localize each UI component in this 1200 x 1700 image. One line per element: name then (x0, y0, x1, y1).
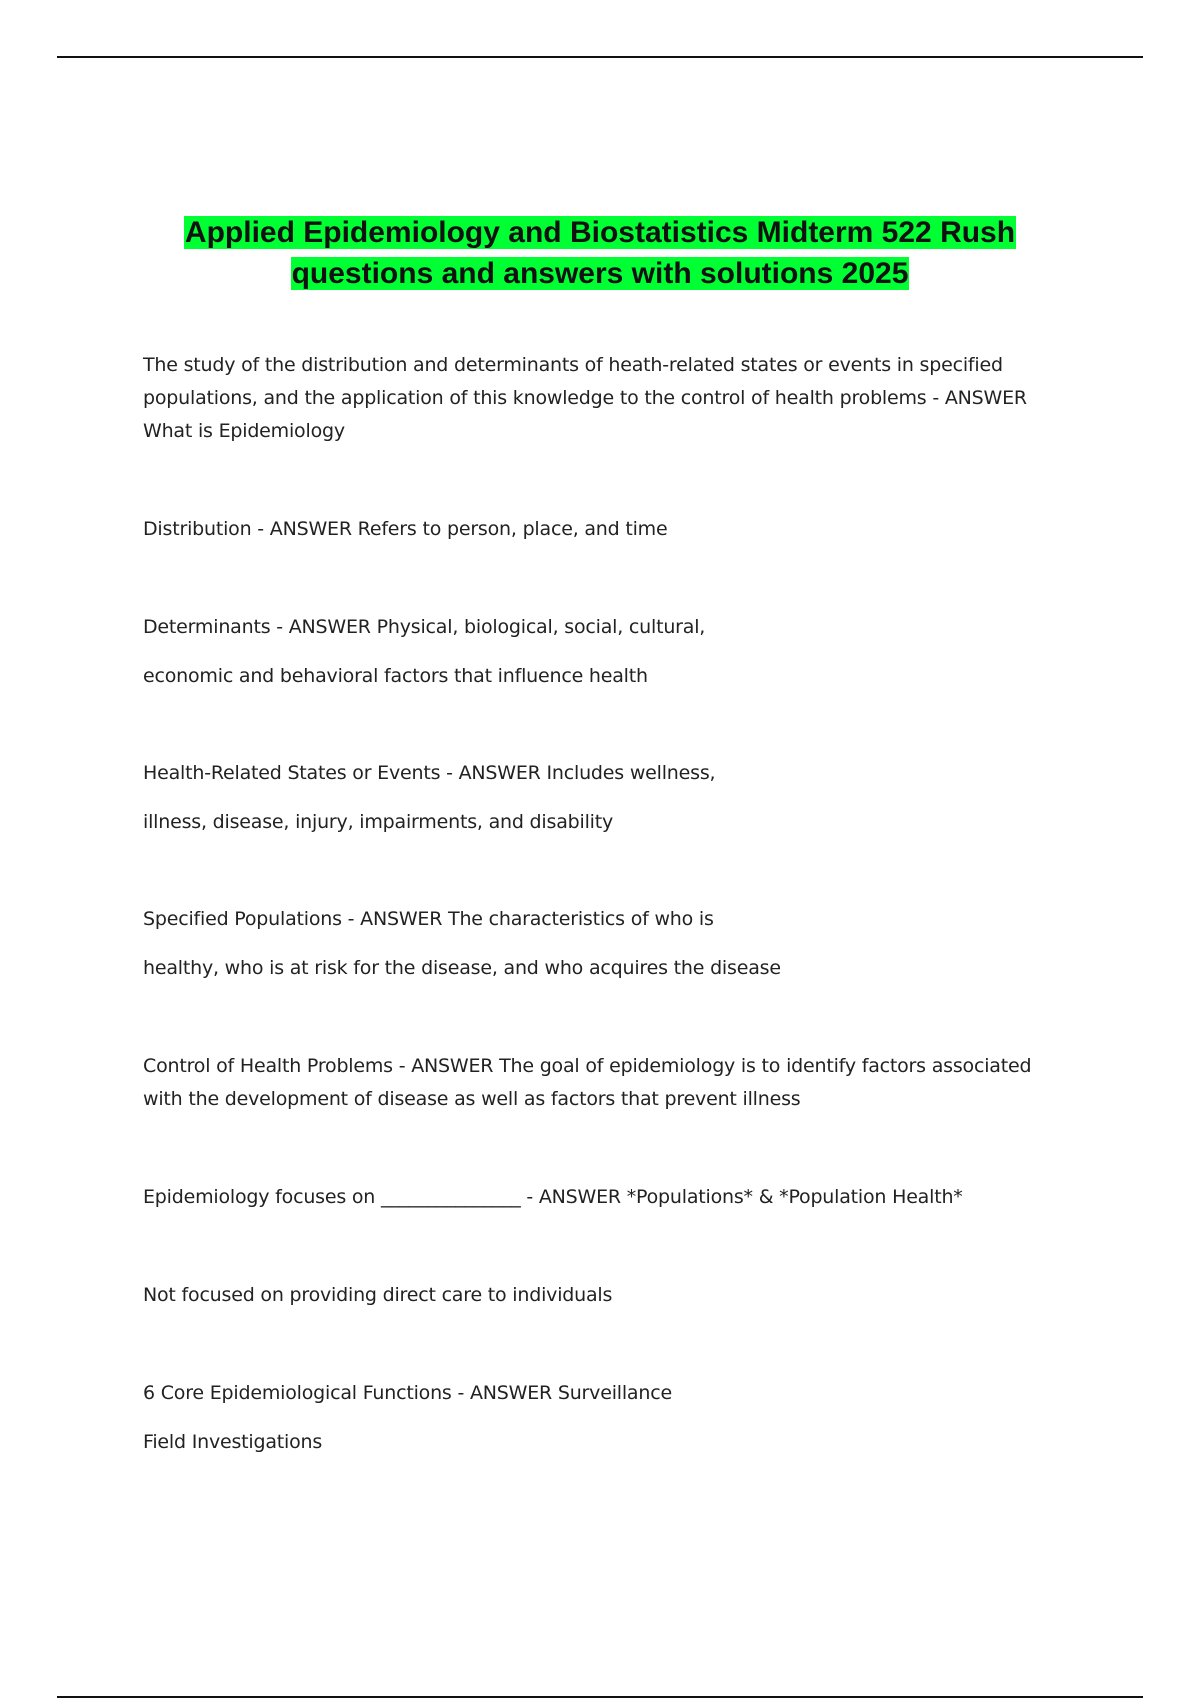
top-rule (57, 56, 1143, 58)
text-line: illness, disease, injury, impairments, and disability (143, 811, 614, 833)
text-line: 6 Core Epidemiological Functions - ANSWER Surveillance (143, 1382, 672, 1404)
text-line: Health-Related States or Events - ANSWER Includes wellness, (143, 762, 716, 784)
title-line-1: Applied Epidemiology and Biostatistics Midterm 522 Rush (184, 216, 1016, 249)
document-title (100, 212, 1100, 294)
text-line: with the development of disease as well as factors that prevent illness (143, 1088, 801, 1110)
text-line: The study of the distribution and determinants of heath-related states or events in specified (143, 354, 1003, 376)
text-line: Determinants - ANSWER Physical, biological, social, cultural, (143, 616, 706, 638)
text-line: Distribution - ANSWER Refers to person, place, and time (143, 518, 668, 540)
text-line: Not focused on providing direct care to individuals (143, 1284, 613, 1306)
text-line: What is Epidemiology (143, 420, 345, 442)
text-line: healthy, who is at risk for the disease, and who acquires the disease (143, 957, 781, 979)
text-line: economic and behavioral factors that influence health (143, 665, 648, 687)
text-line: Epidemiology focuses on _______________ - ANSWER *Populations* & *Population Health* (143, 1186, 963, 1208)
bottom-rule (57, 1696, 1143, 1698)
text-line: Control of Health Problems - ANSWER The goal of epidemiology is to identify factors associated (143, 1055, 1032, 1077)
text-line: populations, and the application of this knowledge to the control of health problems - ANSWER (143, 387, 1027, 409)
title-line-2: questions and answers with solutions 2025 (291, 257, 909, 290)
text-line: Specified Populations - ANSWER The characteristics of who is (143, 908, 714, 930)
text-line: Field Investigations (143, 1431, 323, 1453)
